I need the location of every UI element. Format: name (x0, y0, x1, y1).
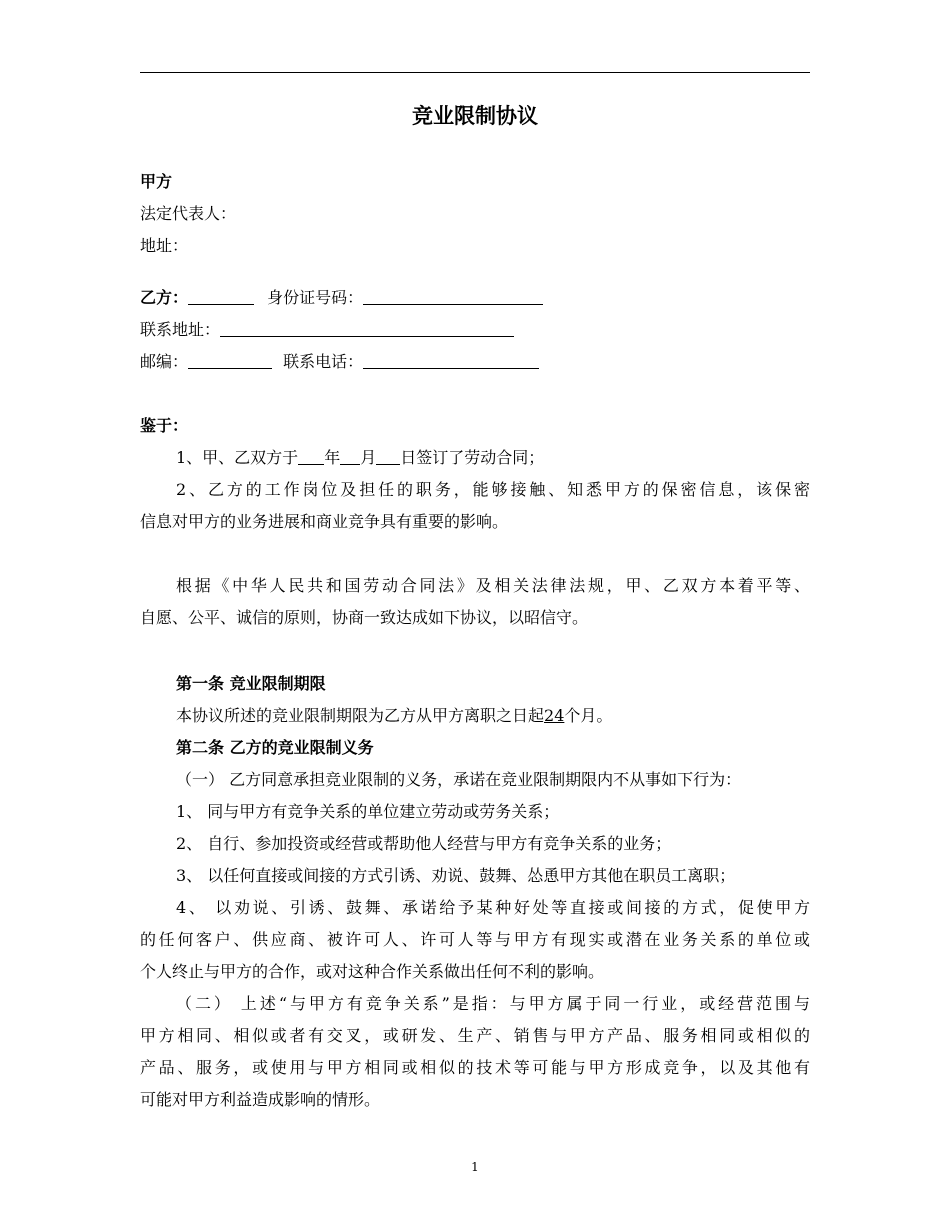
whereas-item-2-line-2: 信息对甲方的业务进展和商业竞争具有重要的影响。 (140, 512, 509, 531)
month-label: 月 (360, 448, 377, 467)
article-2-heading: 第二条 乙方的竞业限制义务 (176, 738, 374, 757)
clause-1-item-1: 1、 同与甲方有竞争关系的单位建立劳动或劳务关系； (176, 802, 560, 821)
whereas-item-1 (176, 448, 544, 468)
year-blank (298, 448, 324, 465)
clause-1-item-4-line-3: 个人终止与甲方的合作，或对这种合作关系做出任何不利的影响。 (140, 962, 605, 981)
party-a-label: 甲方 (140, 172, 173, 191)
party-b-contact-row (140, 352, 539, 372)
party-a-rep-label: 法定代表人： (140, 204, 237, 223)
month-blank (340, 448, 360, 465)
party-b-phone-label: 联系电话： (283, 352, 364, 371)
party-b-address-label: 联系地址： (140, 320, 221, 339)
clause-1-intro: （一） 乙方同意承担竞业限制的义务，承诺在竞业限制期限内不从事如下行为： (176, 770, 742, 789)
clause-2-line-4: 可能对甲方利益造成影响的情形。 (140, 1090, 381, 1109)
document-title: 竞业限制协议 (412, 103, 538, 128)
clause-2-line-3: 产品、服务，或使用与甲方相同或相似的技术等可能与甲方形成竞争，以及其他有 (140, 1058, 810, 1077)
party-b-address-blank (220, 320, 514, 337)
clause-2-line-2: 甲方相同、相似或者有交叉，或研发、生产、销售与甲方产品、服务相同或相似的 (140, 1026, 810, 1045)
basis-line-1: 根据《中华人民共和国劳动合同法》及相关法律法规，甲、乙双方本着平等、 (176, 576, 810, 595)
article-1-text (176, 706, 612, 726)
article-1-text-a: 本协议所述的竞业限制期限为乙方从甲方离职之日起 (176, 706, 545, 725)
clause-1-item-4-line-2: 的任何客户、供应商、被许可人、许可人等与甲方有现实或潜在业务关系的单位或 (140, 930, 810, 949)
whereas-item-1-end: 日签订了劳动合同； (400, 448, 545, 467)
whereas-label: 鉴于： (140, 416, 189, 435)
party-b-name-blank (188, 288, 254, 305)
year-label: 年 (324, 448, 341, 467)
clause-1-item-3: 3、 以任何直接或间接的方式引诱、劝说、鼓舞、怂恿甲方其他在职员工离职； (176, 866, 736, 885)
clause-2-line-1: （二） 上述“与甲方有竞争关系”是指：与甲方属于同一行业，或经营范围与 (176, 994, 810, 1013)
party-b-label: 乙方： (140, 288, 189, 307)
basis-line-2: 自愿、公平、诚信的原则，协商一致达成如下协议，以昭信守。 (140, 608, 589, 627)
party-b-postcode-blank (188, 352, 272, 369)
clause-1-item-2: 2、 自行、参加投资或经营或帮助他人经营与甲方有竞争关系的业务； (176, 834, 672, 853)
article-1-text-b: 个月。 (564, 706, 613, 725)
party-a-address-label: 地址： (140, 236, 189, 255)
clause-1-item-4-line-1: 4、 以劝说、引诱、鼓舞、承诺给予某种好处等直接或间接的方式，促使甲方 (176, 898, 810, 917)
day-blank (376, 448, 400, 465)
party-b-row (140, 288, 543, 308)
header-rule (140, 72, 810, 73)
party-b-id-blank (363, 288, 543, 305)
article-1-months: 24 (544, 706, 565, 725)
whereas-item-1-text: 1、甲、乙双方于 (176, 448, 299, 467)
party-b-id-label: 身份证号码： (267, 288, 364, 307)
party-b-postcode-label: 邮编： (140, 352, 189, 371)
article-1-heading: 第一条 竞业限制期限 (176, 674, 326, 693)
whereas-item-2-line-1: 2、乙方的工作岗位及担任的职务，能够接触、知悉甲方的保密信息，该保密 (176, 480, 810, 499)
party-b-phone-blank (363, 352, 539, 369)
party-b-address-row (140, 320, 514, 340)
page-number: 1 (471, 1160, 479, 1174)
